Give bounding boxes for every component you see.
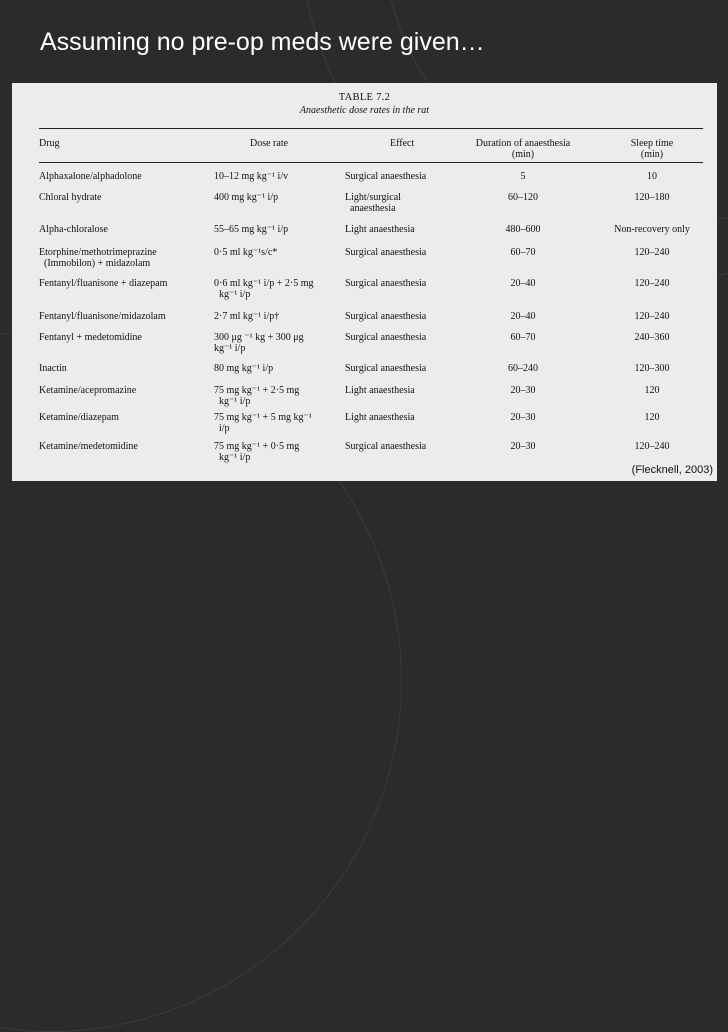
table-caption: Anaesthetic dose rates in the rat xyxy=(299,105,430,116)
cell-sleep-time: 120–240 xyxy=(634,441,670,452)
cell-drug: Inactin xyxy=(39,363,67,374)
header-drug: Drug xyxy=(39,138,60,149)
cell-drug: Alphaxalone/alphadolone xyxy=(39,171,142,182)
cell-effect: Surgical anaesthesia xyxy=(345,441,427,452)
cell-duration: 20–30 xyxy=(510,412,536,423)
cell-sleep-time: 240–360 xyxy=(634,332,670,343)
cell-drug: Fentanyl/fluanisone/midazolam xyxy=(39,311,166,322)
cell-duration: 20–30 xyxy=(510,385,536,396)
cell-dose-rate: 0·6 ml kg⁻¹ i/p + 2·5 mg kg⁻¹ i/p xyxy=(214,278,314,300)
cell-drug: Ketamine/diazepam xyxy=(39,412,119,423)
cell-effect: Light/surgical anaesthesia xyxy=(345,192,401,214)
citation: (Flecknell, 2003) xyxy=(631,464,713,476)
header-sleep-time: Sleep time (min) xyxy=(630,138,674,160)
scanned-table-image xyxy=(12,83,717,481)
cell-drug: Ketamine/medetomidine xyxy=(39,441,138,452)
cell-dose-rate: 300 μg ⁻¹ kg + 300 μg kg⁻¹ i/p xyxy=(214,332,304,354)
cell-dose-rate: 75 mg kg⁻¹ + 5 mg kg⁻¹ i/p xyxy=(214,412,312,434)
cell-dose-rate: 75 mg kg⁻¹ + 2·5 mg kg⁻¹ i/p xyxy=(214,385,300,407)
cell-drug: Fentanyl/fluanisone + diazepam xyxy=(39,278,168,289)
cell-drug: Chloral hydrate xyxy=(39,192,102,203)
cell-drug: Alpha-chloralose xyxy=(39,224,108,235)
cell-effect: Light anaesthesia xyxy=(345,412,415,423)
cell-sleep-time: 120–240 xyxy=(634,247,670,258)
cell-dose-rate: 55–65 mg kg⁻¹ i/p xyxy=(214,224,289,235)
cell-sleep-time: 120 xyxy=(644,412,660,423)
cell-sleep-time: 120 xyxy=(644,385,660,396)
cell-drug: Fentanyl + medetomidine xyxy=(39,332,142,343)
cell-sleep-time: 10 xyxy=(647,171,657,182)
cell-dose-rate: 80 mg kg⁻¹ i/p xyxy=(214,363,274,374)
cell-sleep-time: 120–300 xyxy=(634,363,670,374)
slide-title: Assuming no pre-op meds were given… xyxy=(40,28,485,56)
cell-effect: Surgical anaesthesia xyxy=(345,278,427,289)
cell-dose-rate: 75 mg kg⁻¹ + 0·5 mg kg⁻¹ i/p xyxy=(214,441,300,463)
cell-duration: 480–600 xyxy=(505,224,541,235)
cell-sleep-time: 120–180 xyxy=(634,192,670,203)
cell-duration: 20–30 xyxy=(510,441,536,452)
cell-duration: 60–120 xyxy=(508,192,538,203)
table-number: TABLE 7.2 xyxy=(338,92,391,103)
cell-effect: Surgical anaesthesia xyxy=(345,247,427,258)
cell-effect: Surgical anaesthesia xyxy=(345,332,427,343)
header-effect: Effect xyxy=(390,138,415,149)
cell-dose-rate: 10–12 mg kg⁻¹ i/v xyxy=(214,171,289,182)
cell-dose-rate: 400 mg kg⁻¹ i/p xyxy=(214,192,279,203)
cell-sleep-time: 120–240 xyxy=(634,311,670,322)
cell-effect: Light anaesthesia xyxy=(345,385,415,396)
cell-duration: 60–70 xyxy=(510,247,536,258)
cell-duration: 20–40 xyxy=(510,278,536,289)
table-top-rule xyxy=(39,128,703,129)
cell-effect: Surgical anaesthesia xyxy=(345,363,427,374)
cell-dose-rate: 2·7 ml kg⁻¹ i/p† xyxy=(214,311,280,322)
cell-duration: 60–70 xyxy=(510,332,536,343)
cell-drug: Etorphine/methotrimeprazine (Immobilon) + midazolam xyxy=(39,247,157,269)
header-dose-rate: Dose rate xyxy=(250,138,289,149)
table-header-rule xyxy=(39,162,703,163)
header-duration: Duration of anaesthesia (min) xyxy=(475,138,571,160)
cell-dose-rate: 0·5 ml kg⁻¹s/c* xyxy=(214,247,278,258)
cell-duration: 5 xyxy=(520,171,526,182)
cell-drug: Ketamine/acepromazine xyxy=(39,385,137,396)
cell-duration: 20–40 xyxy=(510,311,536,322)
cell-duration: 60–240 xyxy=(508,363,538,374)
cell-sleep-time: 120–240 xyxy=(634,278,670,289)
cell-effect: Surgical anaesthesia xyxy=(345,171,427,182)
cell-effect: Surgical anaesthesia xyxy=(345,311,427,322)
cell-effect: Light anaesthesia xyxy=(345,224,415,235)
cell-sleep-time: Non-recovery only xyxy=(614,224,690,235)
